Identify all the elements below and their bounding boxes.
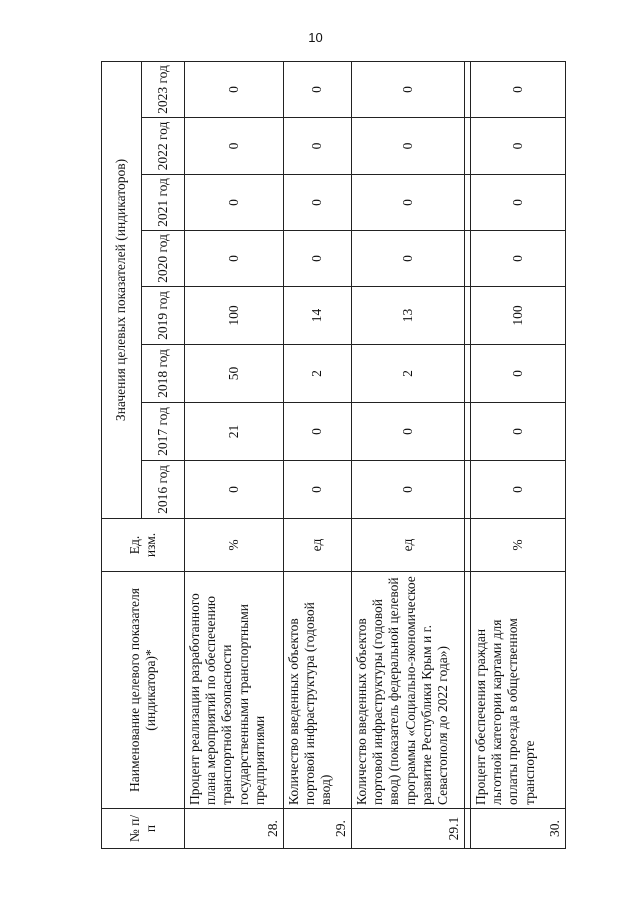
row-value: 0 bbox=[284, 175, 352, 231]
row-value: 0 bbox=[471, 345, 566, 403]
header-year: 2019 год bbox=[142, 287, 185, 345]
row-value: 0 bbox=[352, 403, 465, 461]
row-value: 100 bbox=[471, 287, 566, 345]
row-value: 0 bbox=[471, 403, 566, 461]
header-name: Наименование целевого показателя (индикатора)* bbox=[102, 572, 185, 809]
header-values-group: Значения целевых показателей (индикаторов) bbox=[102, 61, 142, 518]
rotated-table-area bbox=[101, 62, 562, 849]
row-value: 0 bbox=[471, 61, 566, 117]
row-name: Количество введенных объектов портовой инфраструктура (годовой ввод) bbox=[284, 572, 352, 809]
row-value: 0 bbox=[471, 461, 566, 519]
row-num: 29.1 bbox=[352, 809, 465, 849]
row-value: 0 bbox=[185, 175, 284, 231]
row-value: 0 bbox=[352, 231, 465, 287]
row-value: 13 bbox=[352, 287, 465, 345]
row-value: 14 bbox=[284, 287, 352, 345]
header-year: 2020 год bbox=[142, 231, 185, 287]
indicators-table bbox=[101, 61, 566, 849]
row-num: 28. bbox=[185, 809, 284, 849]
row-value: 0 bbox=[185, 118, 284, 175]
row-num: 30. bbox=[471, 809, 566, 849]
row-value: 21 bbox=[185, 403, 284, 461]
row-value: 0 bbox=[471, 118, 566, 175]
row-value: 0 bbox=[284, 403, 352, 461]
row-name: Процент реализации разработанного плана мероприятий по обеспечению транспортной безопасности государственными транспортными предприятиями bbox=[185, 572, 284, 809]
row-value: 0 bbox=[284, 61, 352, 117]
row-value: 0 bbox=[284, 461, 352, 519]
table-row bbox=[185, 61, 284, 848]
row-value: 50 bbox=[185, 345, 284, 403]
page-number: 10 bbox=[308, 30, 323, 45]
row-unit: ед bbox=[284, 519, 352, 572]
row-value: 0 bbox=[352, 61, 465, 117]
row-name: Количество введенных объектов портовой инфраструктуры (годовой ввод) (показатель федеральной целевой программы «Социально-экономическое развитие Республики Крым и г. Севастополя до 2022 года») bbox=[352, 572, 465, 809]
header-year: 2017 год bbox=[142, 403, 185, 461]
row-value: 2 bbox=[352, 345, 465, 403]
row-unit: % bbox=[185, 519, 284, 572]
header-year: 2016 год bbox=[142, 461, 185, 519]
row-unit: ед bbox=[352, 519, 465, 572]
table-row bbox=[471, 61, 566, 848]
row-value: 0 bbox=[352, 175, 465, 231]
row-value: 100 bbox=[185, 287, 284, 345]
header-year: 2022 год bbox=[142, 118, 185, 175]
header-year: 2023 год bbox=[142, 61, 185, 117]
table-row bbox=[352, 61, 465, 848]
header-unit: Ед. изм. bbox=[102, 519, 185, 572]
row-value: 0 bbox=[284, 231, 352, 287]
row-value: 0 bbox=[284, 118, 352, 175]
row-value: 0 bbox=[185, 61, 284, 117]
row-value: 0 bbox=[185, 231, 284, 287]
row-value: 0 bbox=[471, 231, 566, 287]
row-value: 0 bbox=[352, 118, 465, 175]
row-value: 0 bbox=[471, 175, 566, 231]
row-value: 0 bbox=[352, 461, 465, 519]
header-num: № п/п bbox=[102, 809, 185, 849]
table-row bbox=[284, 61, 352, 848]
header-year: 2021 год bbox=[142, 175, 185, 231]
header-year: 2018 год bbox=[142, 345, 185, 403]
row-value: 2 bbox=[284, 345, 352, 403]
row-num: 29. bbox=[284, 809, 352, 849]
row-value: 0 bbox=[185, 461, 284, 519]
row-unit: % bbox=[471, 519, 566, 572]
row-name: Процент обеспечения граждан льготной категории картами для оплаты проезда в общественном транспорте bbox=[471, 572, 566, 809]
